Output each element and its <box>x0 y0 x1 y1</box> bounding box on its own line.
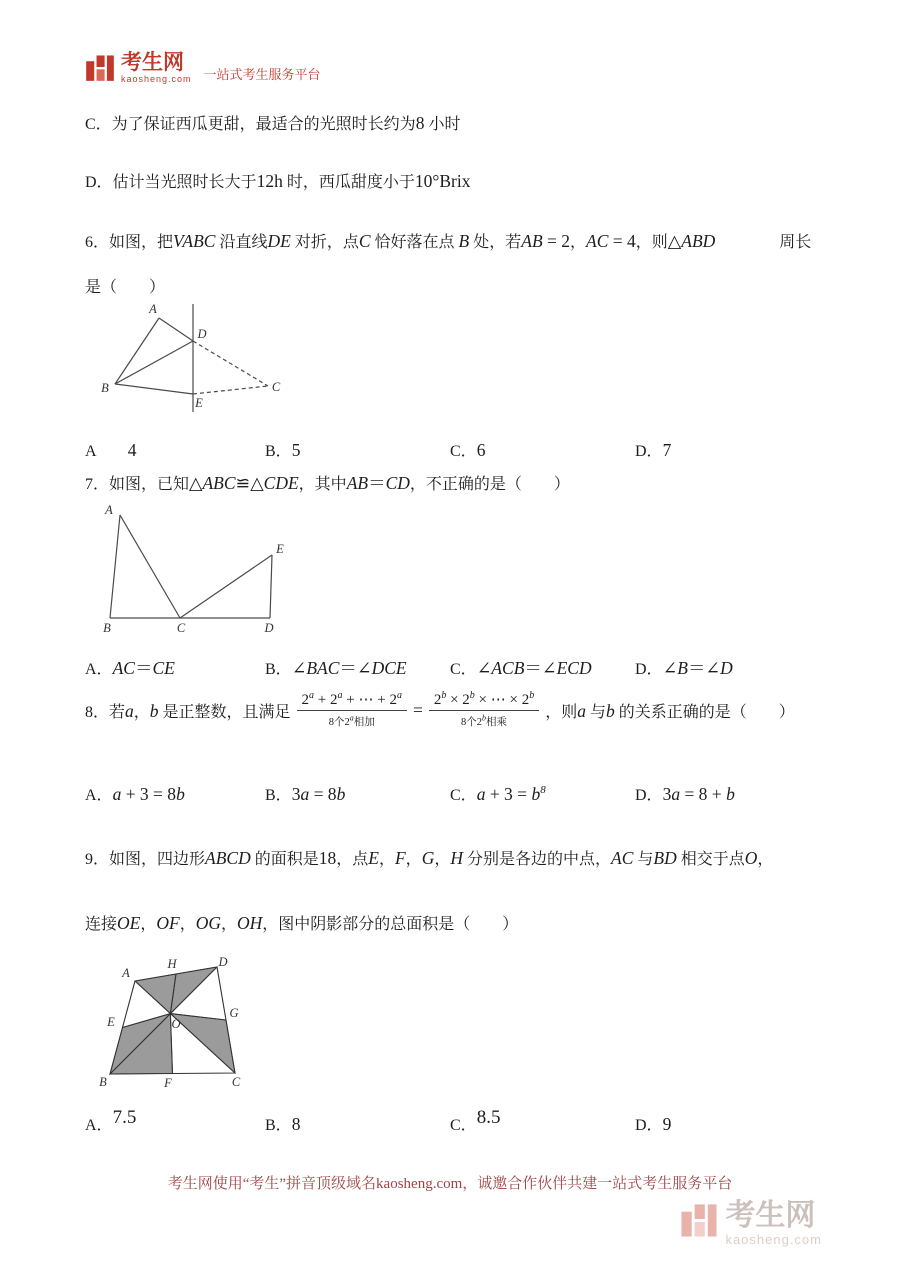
watermark-title: 考生网 <box>725 1199 816 1232</box>
q8-tail: ，则a 与b 的关系正确的是（ ） <box>545 700 795 721</box>
q8-option-b: B．3a = 8b <box>265 784 346 804</box>
q6-option-d: D．7 <box>635 440 672 460</box>
q8-frac-sum-numerator: $2^a + 2^a$ + ⋯ + $2^a$ <box>297 690 407 711</box>
q6-point-b: B <box>101 381 109 395</box>
q8-options-row <box>85 782 865 810</box>
q9-option-b: B．8 <box>265 1114 301 1134</box>
q8-equals-sign: = <box>412 699 423 720</box>
q6-option-b: B．5 <box>265 440 301 460</box>
q8-fraction-sum <box>297 690 407 730</box>
logo-text-block <box>121 52 192 84</box>
q7-option-a: A．AC＝CE <box>85 658 175 678</box>
q9-point-c: C <box>231 1075 241 1089</box>
q9-option-d: D．9 <box>635 1114 672 1134</box>
q6-point-e: E <box>195 396 203 410</box>
q6-point-c: C <box>271 380 281 394</box>
kaosheng-logo-icon <box>85 52 115 82</box>
q6-options-row <box>85 438 865 466</box>
q9-figure <box>95 955 255 1093</box>
q8-option-a: A．a + 3 = 8b <box>85 784 185 804</box>
q9-point-h: H <box>167 957 177 971</box>
q7-option-d: D．∠B＝∠D <box>635 658 733 678</box>
q8-fraction-product <box>429 690 539 730</box>
q6-figure-lines <box>115 304 268 412</box>
q8-option-c: C．$a + 3 = b^8$ <box>450 784 546 804</box>
q7-option-c: C．∠ACB＝∠ECD <box>450 658 592 678</box>
q7-option-b: B．∠BAC＝∠DCE <box>265 658 407 678</box>
q7-point-d: D <box>264 621 274 635</box>
q6-option-c: C．6 <box>450 440 486 460</box>
q7-point-e: E <box>276 542 284 556</box>
q7-point-c: C <box>176 621 186 635</box>
watermark-domain: kaosheng.com <box>725 1231 822 1247</box>
q9-point-e: E <box>107 1015 115 1029</box>
q9-point-a: A <box>122 966 130 980</box>
option-line-d: D．估计当光照时长大于12h 时，西瓜甜度小于10°Brix <box>85 171 471 191</box>
watermark-logo-icon <box>680 1200 718 1238</box>
option-line-c: C．为了保证西瓜更甜，最适合的光照时长约为8 小时 <box>85 113 461 133</box>
q8-text-line <box>85 690 795 730</box>
page-footer-slogan: 考生网使用“考生”拼音顶级域名kaosheng.com，诚邀合作伙伴共建一站式考生服务平台 <box>167 1176 733 1192</box>
q7-text-line1: 7．如图，已知△ABC≌△CDE，其中AB＝CD，不正确的是（ ） <box>85 473 570 493</box>
q7-point-a: A <box>105 505 113 517</box>
logo-tagline: 一站式考生服务平台 <box>203 67 321 82</box>
q7-figure <box>95 505 295 635</box>
q7-figure-labels <box>103 505 284 635</box>
q9-point-b: B <box>99 1075 107 1089</box>
site-header <box>85 52 321 84</box>
q9-text-line1: 9．如图，四边形ABCD 的面积是18，点E，F，G，H 分别是各边的中点，AC 与BD 相交于点O， <box>85 848 774 868</box>
q9-option-a: A．7.5 <box>85 1107 137 1134</box>
q9-point-g: G <box>229 1006 239 1020</box>
q7-figure-lines <box>110 515 272 618</box>
watermark-text-block <box>725 1200 822 1247</box>
q6-point-a: A <box>149 302 157 316</box>
q8-frac-product-label: 8个2$^b$相乘 <box>461 713 507 728</box>
q8-frac-product-numerator: $2^b \times 2^b$ × ⋯ × $2^b$ <box>429 690 539 711</box>
q6-text-line2: 是（ ） <box>85 279 166 296</box>
q8-lead: 8．若a，b 是正整数，且满足 <box>85 700 291 721</box>
q9-point-f: F <box>164 1076 172 1090</box>
q7-options-row <box>85 655 865 683</box>
q9-text-line2: 连接OE，OF，OG，OH，图中阴影部分的总面积是（ ） <box>85 913 519 933</box>
q7-point-b: B <box>103 621 111 635</box>
kaosheng-watermark <box>680 1200 822 1247</box>
q8-option-d: D．3a = 8 + b <box>635 784 735 804</box>
q9-options-row <box>85 1107 865 1140</box>
q6-figure <box>95 300 330 420</box>
q6-option-a: A 4 <box>85 440 137 460</box>
logo-title: 考生网 <box>121 51 184 74</box>
q9-option-c: C．8.5 <box>450 1107 501 1134</box>
q6-point-d: D <box>197 327 207 341</box>
q9-point-d: D <box>218 955 228 969</box>
q9-point-o: O <box>171 1017 181 1031</box>
q6-text-line1: 6．如图，把VABC 沿直线DE 对折，点C 恰好落在点 B 处，若AB = 2，AC = 4，则△ABD 周长 <box>85 231 812 251</box>
q8-frac-sum-label: 8个2$^a$相加 <box>328 713 375 728</box>
logo-domain: kaosheng.com <box>121 74 192 85</box>
